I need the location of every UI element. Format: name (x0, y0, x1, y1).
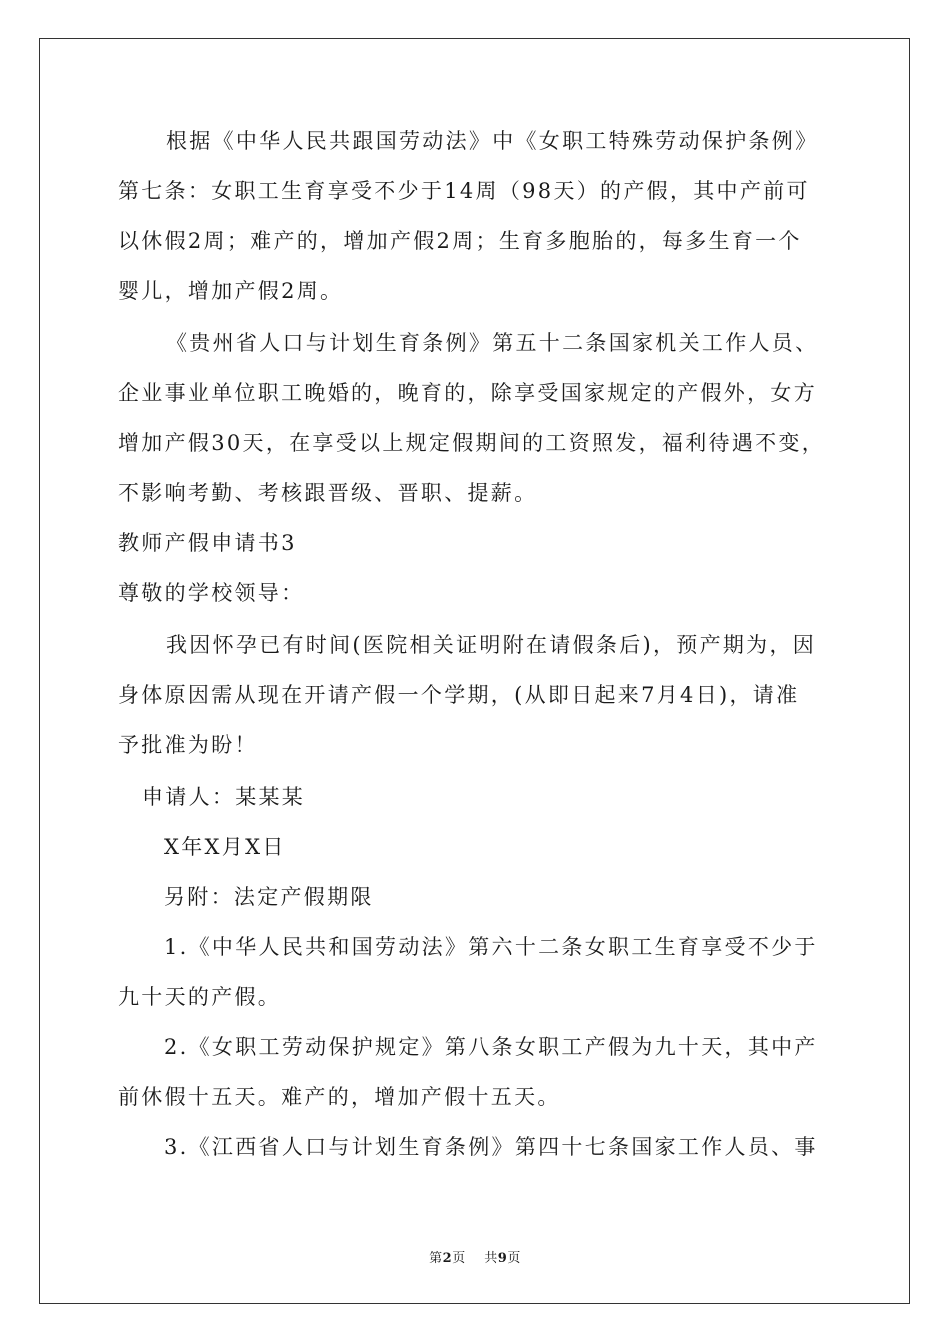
footer-page-current: 2 (442, 1251, 453, 1266)
paragraph-line: 九十天的产假。 (118, 985, 282, 1009)
footer-total-suffix: 页 (507, 1251, 521, 1266)
paragraph-line: 1.《中华人民共和国劳动法》第六十二条女职工生育享受不少于 (164, 935, 818, 959)
footer-page-suffix: 页 (452, 1251, 466, 1266)
paragraph-line: 身体原因需从现在开请产假一个学期，(从即日起来7月4日)，请准 (118, 683, 800, 707)
footer-page-prefix: 第 (429, 1251, 443, 1266)
date-line: X年X月X日 (164, 835, 286, 859)
footer-page-total: 9 (497, 1251, 508, 1266)
paragraph-line: 婴儿，增加产假2周。 (118, 279, 344, 303)
paragraph-line: 不影响考勤、考核跟晋级、晋职、提薪。 (118, 481, 538, 505)
paragraph-line: 2.《女职工劳动保护规定》第八条女职工产假为九十天，其中产 (164, 1035, 818, 1059)
paragraph-line: 3.《江西省人口与计划生育条例》第四十七条国家工作人员、事 (164, 1135, 818, 1159)
section-title: 教师产假申请书3 (118, 531, 297, 555)
paragraph-line: 增加产假30天，在享受以上规定假期间的工资照发，福利待遇不变， (118, 431, 826, 455)
paragraph-line: 以休假2周；难产的，增加产假2周；生育多胞胎的，每多生育一个 (118, 229, 802, 253)
page-footer (0, 1247, 950, 1266)
paragraph-line: 予批准为盼！ (118, 733, 258, 757)
paragraph-line: 我因怀孕已有时间(医院相关证明附在请假条后)，预产期为，因 (166, 633, 817, 657)
appendix-title: 另附：法定产假期限 (164, 885, 374, 909)
paragraph-line: 《贵州省人口与计划生育条例》第五十二条国家机关工作人员、 (166, 331, 819, 355)
paragraph-line: 第七条：女职工生育享受不少于14周（98天）的产假，其中产前可 (118, 179, 810, 203)
footer-total-prefix: 共 (484, 1251, 498, 1266)
applicant-line: 申请人：某某某 (142, 785, 306, 809)
salutation: 尊敬的学校领导： (118, 581, 305, 605)
paragraph-line: 根据《中华人民共跟国劳动法》中《女职工特殊劳动保护条例》 (166, 129, 819, 153)
paragraph-line: 企业事业单位职工晚婚的，晚育的，除享受国家规定的产假外，女方 (118, 381, 817, 405)
paragraph-line: 前休假十五天。难产的，增加产假十五天。 (118, 1085, 561, 1109)
